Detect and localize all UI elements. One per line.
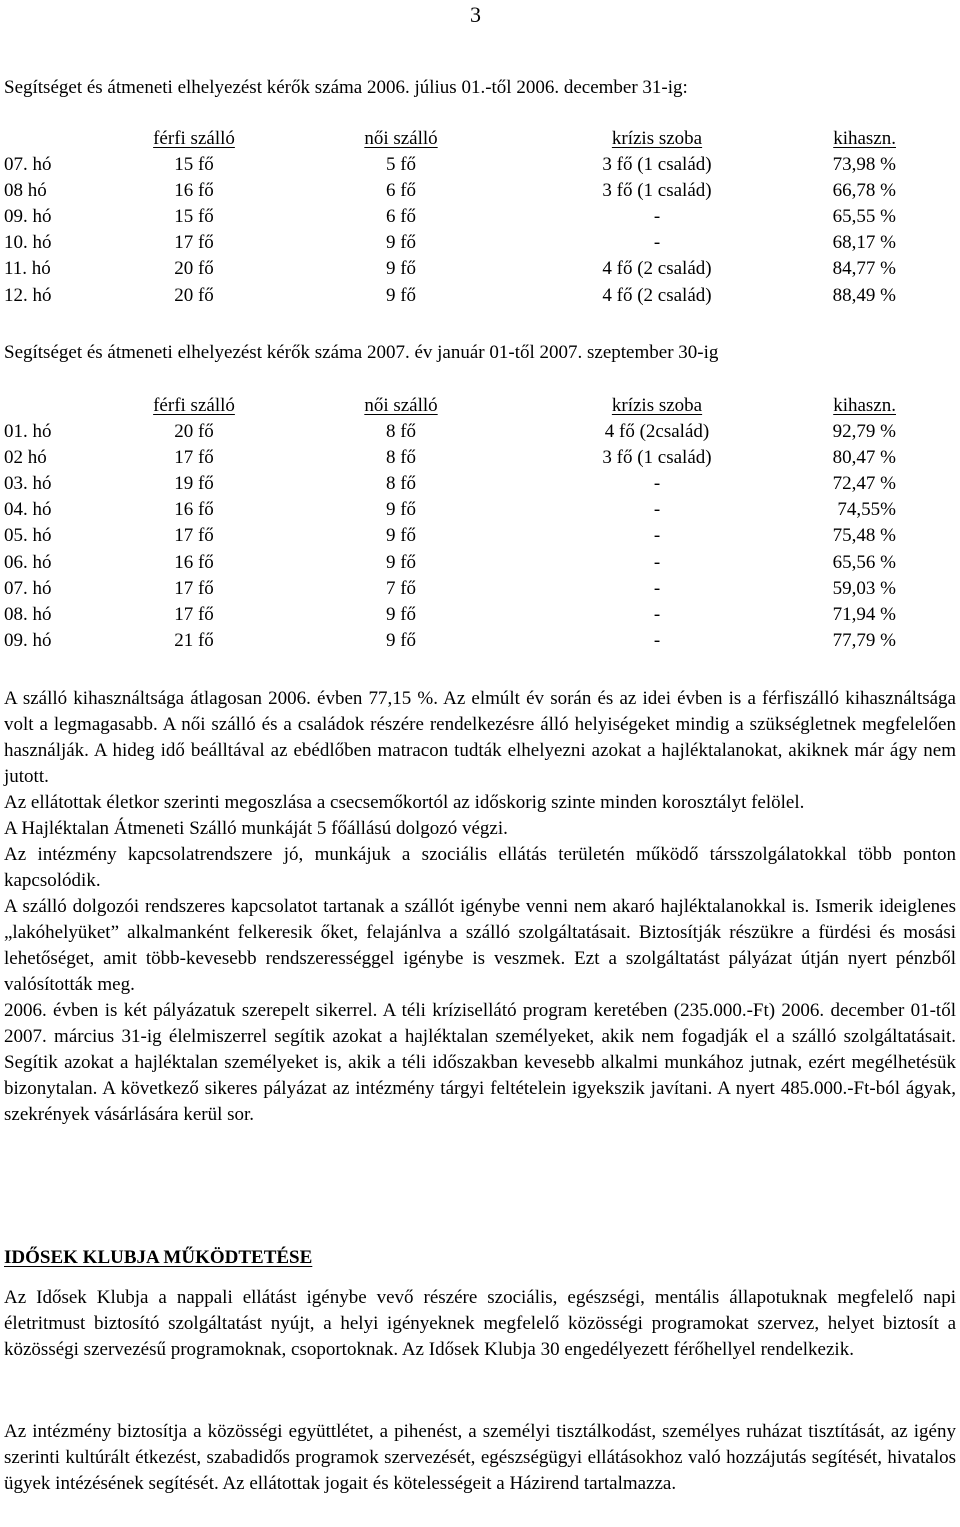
women-hostel-cell: 9 fő bbox=[385, 629, 417, 651]
men-hostel-cell: 17 fő bbox=[174, 525, 214, 547]
table-row bbox=[0, 523, 960, 549]
body-paragraph: 2006. évben is két pályázatuk szerepelt sikerrel. A téli krízisellátó program keretében (235.000.-Ft) 2006. december 01-től 2007. március 31-ig élelmiszerrel segítik azokat a hajléktalan személyeket, akik nem fogadják el a szálló szolgáltatásait. Segítik azokat a hajléktalan személyeket is, akik a téli időszakban kevesebb alkalmi munkához jutnak, ezért megélhetésük bizonytalan. A következő sikeres pályázat az intézmény tárgyi feltételein igyekszik javítani. A nyert 485.000.-Ft-ból ágyak, szekrények vásárlására kerül sor. bbox=[4, 1000, 956, 1125]
table-row bbox=[0, 576, 960, 602]
month-cell: 11. hó bbox=[4, 258, 51, 280]
men-hostel-cell: 20 fő bbox=[174, 284, 214, 306]
month-cell: 02 hó bbox=[4, 447, 47, 469]
crisis-room-cell: - bbox=[653, 499, 661, 521]
men-hostel-cell: 16 fő bbox=[174, 499, 214, 521]
table-row bbox=[0, 256, 960, 282]
men-hostel-cell: 20 fő bbox=[174, 258, 214, 280]
month-cell: 03. hó bbox=[4, 473, 52, 495]
utilization-cell: 72,47 % bbox=[832, 473, 896, 495]
page-number: 3 bbox=[470, 2, 481, 27]
utilization-cell: 92,79 % bbox=[832, 421, 896, 443]
table-row bbox=[0, 471, 960, 497]
table-row bbox=[0, 419, 960, 445]
crisis-room-cell: - bbox=[653, 551, 661, 573]
table2 bbox=[0, 393, 960, 654]
women-hostel-cell: 8 fő bbox=[385, 421, 417, 443]
crisis-room-cell: 3 fő (1 család) bbox=[602, 180, 712, 202]
women-hostel-cell: 9 fő bbox=[385, 258, 417, 280]
table-row bbox=[0, 445, 960, 471]
women-hostel-cell: 9 fő bbox=[385, 499, 417, 521]
men-hostel-cell: 17 fő bbox=[174, 447, 214, 469]
crisis-room-cell: 4 fő (2 család) bbox=[602, 284, 712, 306]
men-hostel-cell: 20 fő bbox=[174, 421, 214, 443]
men-hostel-cell: 19 fő bbox=[174, 473, 214, 495]
body-paragraph: Az intézmény biztosítja a közösségi együttlétet, a pihenést, a személyi tisztálkodást, személyes ruházat tisztítását, az igény szerinti kultúrált étkezést, szabadidős programok szervezését, egészségügyi ellátásokhoz való hozzájutás segítését, hivatalos ügyek intézésének segítését. Az ellátottak jogait és kötelességeit a Házirend tartalmazza. bbox=[4, 1421, 956, 1494]
table1-header-row bbox=[0, 126, 960, 152]
section-paragraph-2 bbox=[4, 1419, 956, 1497]
section-paragraph-1 bbox=[4, 1285, 956, 1363]
utilization-cell: 88,49 % bbox=[832, 284, 896, 306]
body-paragraph: Az Idősek Klubja a nappali ellátást igénybe vevő részére szociális, egészségi, mentális állapotuknak megfelelő napi életritmust biztosító szolgáltatást nyújt, a helyi igényeknek megfelelő közösségi programokat szervez, helyet biztosít a közösségi szervezésű programoknak, csoportoknak. Az Idősek Klubja 30 engedélyezett férőhellyel rendelkezik. bbox=[4, 1287, 956, 1360]
table2-header-row bbox=[0, 393, 960, 419]
crisis-room-cell: 3 fő (1 család) bbox=[602, 154, 712, 176]
table1-header-cell: női szálló bbox=[364, 128, 438, 149]
table-row bbox=[0, 602, 960, 628]
crisis-room-cell: 3 fő (1 család) bbox=[602, 447, 712, 469]
utilization-cell: 73,98 % bbox=[832, 154, 896, 176]
table2-header-cell: krízis szoba bbox=[611, 395, 703, 416]
men-hostel-cell: 17 fő bbox=[174, 603, 214, 625]
utilization-cell: 75,48 % bbox=[832, 525, 896, 547]
table-row bbox=[0, 628, 960, 654]
crisis-room-cell: - bbox=[653, 577, 661, 599]
section-title: IDŐSEK KLUBJA MŰKÖDTETÉSE bbox=[4, 1247, 313, 1268]
table-row bbox=[0, 152, 960, 178]
women-hostel-cell: 8 fő bbox=[385, 447, 417, 469]
women-hostel-cell: 6 fő bbox=[385, 206, 417, 228]
women-hostel-cell: 5 fő bbox=[385, 154, 417, 176]
women-hostel-cell: 7 fő bbox=[385, 577, 417, 599]
crisis-room-cell: 4 fő (2 család) bbox=[602, 258, 712, 280]
utilization-cell: 74,55% bbox=[837, 499, 896, 521]
table-row bbox=[0, 497, 960, 523]
women-hostel-cell: 9 fő bbox=[385, 603, 417, 625]
men-hostel-cell: 16 fő bbox=[174, 180, 214, 202]
table-row bbox=[0, 178, 960, 204]
women-hostel-cell: 9 fő bbox=[385, 525, 417, 547]
table1-header-cell: krízis szoba bbox=[611, 128, 703, 149]
men-hostel-cell: 16 fő bbox=[174, 551, 214, 573]
month-cell: 06. hó bbox=[4, 551, 52, 573]
table2-header-cell: kihaszn. bbox=[833, 395, 896, 416]
utilization-cell: 68,17 % bbox=[832, 232, 896, 254]
utilization-cell: 66,78 % bbox=[832, 180, 896, 202]
table-row bbox=[0, 230, 960, 256]
body-paragraph: Az ellátottak életkor szerinti megoszlása a csecsemőkortól az időskorig szinte minden korosztályt felölel. bbox=[4, 792, 805, 813]
women-hostel-cell: 6 fő bbox=[385, 180, 417, 202]
men-hostel-cell: 15 fő bbox=[174, 206, 214, 228]
utilization-cell: 65,56 % bbox=[832, 551, 896, 573]
table-row bbox=[0, 204, 960, 230]
women-hostel-cell: 9 fő bbox=[385, 232, 417, 254]
month-cell: 01. hó bbox=[4, 421, 52, 443]
month-cell: 07. hó bbox=[4, 154, 52, 176]
table1 bbox=[0, 126, 960, 309]
month-cell: 04. hó bbox=[4, 499, 52, 521]
month-cell: 09. hó bbox=[4, 629, 52, 651]
hostel-description bbox=[4, 686, 956, 1128]
utilization-cell: 59,03 % bbox=[832, 577, 896, 599]
utilization-cell: 80,47 % bbox=[832, 447, 896, 469]
men-hostel-cell: 21 fő bbox=[174, 629, 214, 651]
month-cell: 09. hó bbox=[4, 206, 52, 228]
crisis-room-cell: - bbox=[653, 525, 661, 547]
month-cell: 10. hó bbox=[4, 232, 52, 254]
men-hostel-cell: 17 fő bbox=[174, 577, 214, 599]
crisis-room-cell: - bbox=[653, 603, 661, 625]
month-cell: 07. hó bbox=[4, 577, 52, 599]
women-hostel-cell: 8 fő bbox=[385, 473, 417, 495]
crisis-room-cell: - bbox=[653, 629, 661, 651]
table1-title: Segítséget és átmeneti elhelyezést kérők száma 2006. július 01.-től 2006. december 31-ig: bbox=[4, 77, 688, 98]
crisis-room-cell: - bbox=[653, 473, 661, 495]
utilization-cell: 84,77 % bbox=[832, 258, 896, 280]
women-hostel-cell: 9 fő bbox=[385, 284, 417, 306]
utilization-cell: 77,79 % bbox=[832, 629, 896, 651]
table-row bbox=[0, 550, 960, 576]
body-paragraph: A szálló dolgozói rendszeres kapcsolatot tartanak a szállót igénybe venni nem akaró hajléktalanokkal is. Ismerik ideiglenes „lakóhelyüket” alkalmanként felkeresik őket, felajánlva a szálló szolgáltatásait. Biztosítják részükre a fürdési és mosási lehetőséget, amit több-kevesebb rendszerességgel igénybe is veszmek. Ezt a szolgáltatást pályázat útján nyert pénzből valósították meg. bbox=[4, 896, 956, 995]
utilization-cell: 65,55 % bbox=[832, 206, 896, 228]
month-cell: 08. hó bbox=[4, 603, 52, 625]
table2-title: Segítséget és átmeneti elhelyezést kérők száma 2007. év január 01-től 2007. szeptember 30-ig bbox=[4, 342, 719, 363]
body-paragraph: A Hajléktalan Átmeneti Szálló munkáját 5 főállású dolgozó végzi. bbox=[4, 818, 508, 839]
women-hostel-cell: 9 fő bbox=[385, 551, 417, 573]
men-hostel-cell: 15 fő bbox=[174, 154, 214, 176]
month-cell: 05. hó bbox=[4, 525, 52, 547]
month-cell: 12. hó bbox=[4, 284, 52, 306]
month-cell: 08 hó bbox=[4, 180, 47, 202]
table2-header-cell: női szálló bbox=[364, 395, 438, 416]
table1-header-cell: férfi szálló bbox=[153, 128, 235, 149]
crisis-room-cell: 4 fő (2család) bbox=[604, 421, 710, 443]
table1-header-cell: kihaszn. bbox=[833, 128, 896, 149]
men-hostel-cell: 17 fő bbox=[174, 232, 214, 254]
table-row bbox=[0, 283, 960, 309]
utilization-cell: 71,94 % bbox=[832, 603, 896, 625]
table2-header-cell: férfi szálló bbox=[153, 395, 235, 416]
crisis-room-cell: - bbox=[653, 232, 661, 254]
crisis-room-cell: - bbox=[653, 206, 661, 228]
body-paragraph: A szálló kihasználtsága átlagosan 2006. évben 77,15 %. Az elmúlt év során és az idei évben is a férfiszálló kihasználtsága volt a legmagasabb. A női szálló és a családok részére rendelkezésre álló helyiségeket mindig a szükségletnek megfelelően használják. A hideg idő beálltával az ebédlőben matracon tudták elhelyezni azokat a hajléktalanokat, akiknek már ágy nem jutott. bbox=[4, 688, 956, 787]
body-paragraph: Az intézmény kapcsolatrendszere jó, munkájuk a szociális ellátás területén működő társszolgálatokkal több ponton kapcsolódik. bbox=[4, 844, 956, 891]
